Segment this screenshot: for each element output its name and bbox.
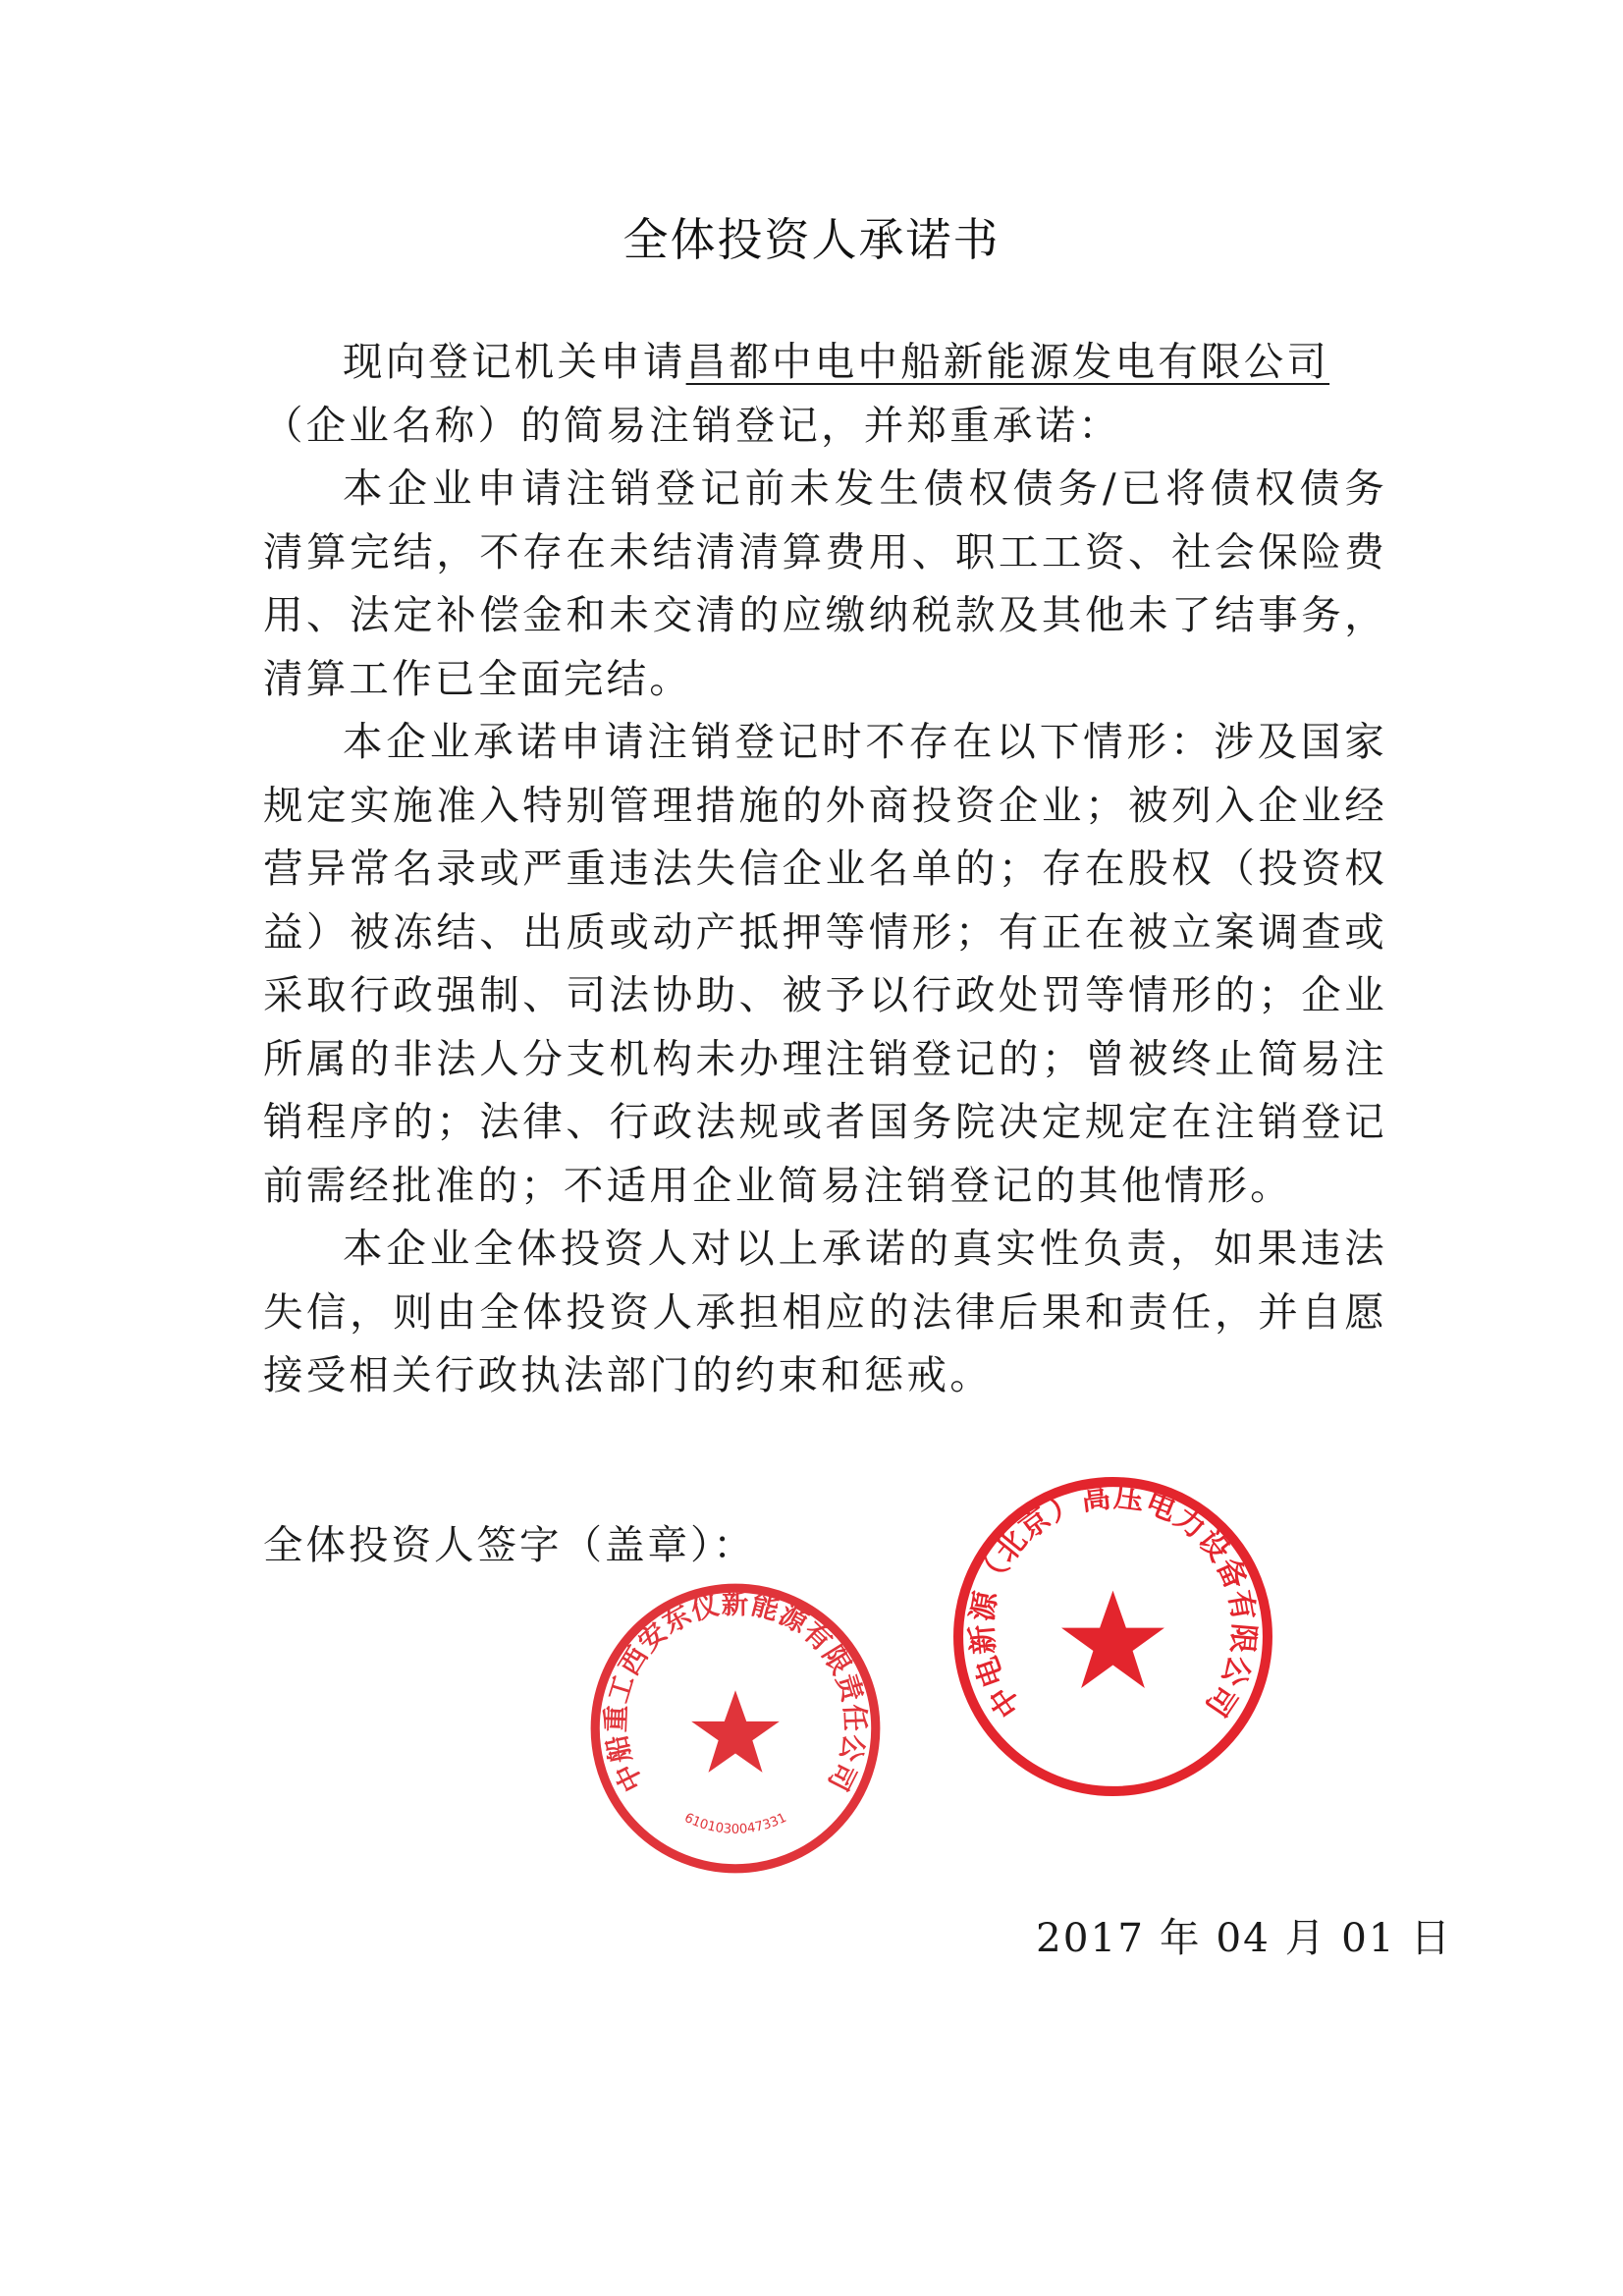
seal-right-name: 中电新源（北京）高压电力设备有限公司 (964, 1479, 1262, 1723)
intro-prefix: 现向登记机关申请 (343, 338, 686, 385)
seal-xian-dongyi (585, 1578, 886, 1879)
seal-left-graphic (585, 1578, 886, 1879)
intro-suffix: （企业名称）的简易注销登记，并郑重承诺： (263, 401, 1121, 449)
seal-zhongdian-xinyuan (948, 1472, 1277, 1801)
paragraph-3: 本企业全体投资人对以上承诺的真实性负责，如果违法失信，则由全体投资人承担相应的法律后果和责任，并自愿接受相关行政执法部门的约束和惩戒。 (263, 1225, 1387, 1398)
seal-right-graphic (948, 1472, 1277, 1801)
seal-right-star (1061, 1591, 1164, 1688)
document-date: 2017 年 04 月 01 日 (1036, 1914, 1453, 1961)
document-body (263, 330, 1387, 1407)
intro-paragraph (263, 330, 1387, 457)
seal-left-serial: 6101030047331 (681, 1810, 789, 1837)
document-title: 全体投资人承诺书 (622, 213, 1001, 266)
paragraph-1: 本企业申请注销登记前未发生债权债务/已将债权债务清算完结，不存在未结清清算费用、职工工资、社会保险费用、法定补偿金和未交清的应缴纳税款及其他未了结事务，清算工作已全面完结。 (263, 465, 1387, 702)
company-name: 昌都中电中船新能源发电有限公司 (685, 338, 1330, 385)
seal-left-name: 中船重工西安东仪新能源有限责任公司 (600, 1588, 871, 1797)
paragraph-2: 本企业承诺申请注销登记时不存在以下情形：涉及国家规定实施准入特别管理措施的外商投资企业；被列入企业经营异常名录或严重违法失信企业名单的；存在股权（投资权益）被冻结、出质或动产抵押等情形；有正在被立案调查或采取行政强制、司法协助、被予以行政处罚等情形的；企业所属的非法人分支机构未办理注销登记的；曾被终止简易注销程序的；法律、行政法规或者国务院决定规定在注销登记前需经批准的；不适用企业简易注销登记的其他情形。 (263, 718, 1387, 1209)
seal-left-star (691, 1690, 780, 1773)
signature-label: 全体投资人签字（盖章）： (263, 1521, 756, 1568)
